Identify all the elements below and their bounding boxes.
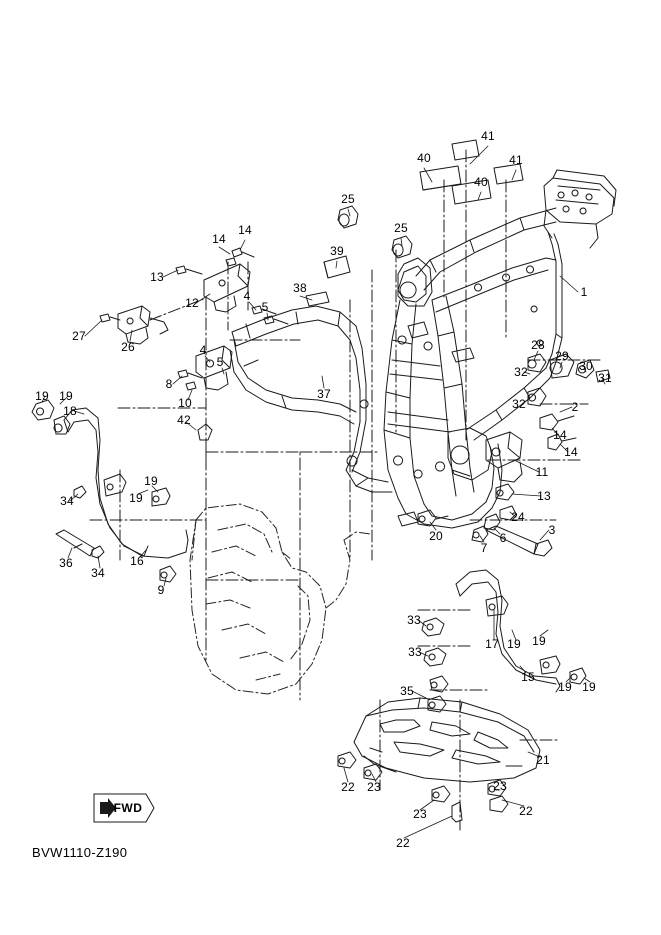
callout-number: 15: [521, 670, 535, 684]
fwd-direction-marker: [94, 794, 154, 822]
callout-number: 2: [571, 400, 579, 414]
fwd-label: FWD: [113, 801, 143, 815]
callout-number: 19: [532, 634, 546, 648]
callout-number: 19: [59, 389, 73, 403]
main-frame-outline: [384, 170, 616, 528]
bolts-14-top: [226, 248, 254, 266]
callout-number: 11: [535, 465, 549, 479]
callout-number: 30: [579, 359, 593, 373]
callout-number: 19: [558, 680, 572, 694]
callout-number: 7: [480, 541, 488, 555]
bracket-26: [100, 306, 168, 344]
callout-number: 19: [582, 680, 596, 694]
callout-number: 25: [394, 221, 408, 235]
callout-number: 23: [413, 807, 427, 821]
callout-number: 20: [429, 529, 443, 543]
callout-number: 31: [598, 371, 612, 385]
callout-number: 22: [341, 780, 355, 794]
callout-number: 9: [157, 583, 165, 597]
callout-number: 41: [509, 153, 523, 167]
callout-number: 4: [199, 343, 207, 357]
callout-number: 14: [212, 232, 226, 246]
callout-number: 14: [238, 223, 252, 237]
callout-number: 19: [144, 474, 158, 488]
bolts-4-5-upper: [252, 306, 288, 324]
callout-number: 32: [514, 365, 528, 379]
callout-number: 19: [507, 637, 521, 651]
bolt-13-top: [176, 266, 202, 274]
callout-number: 39: [330, 244, 344, 258]
callout-number: 18: [63, 404, 77, 418]
callout-number: 5: [261, 300, 269, 314]
callout-number: 16: [130, 554, 144, 568]
right-hardware: [418, 354, 610, 556]
cradle-tubes-37: [230, 306, 392, 492]
callout-number: 33: [408, 645, 422, 659]
callout-number: 8: [165, 377, 173, 391]
callout-number: 19: [129, 491, 143, 505]
callout-number: 40: [474, 175, 488, 189]
plate-39: [324, 256, 350, 278]
callout-number: 6: [499, 531, 507, 545]
callout-number: 23: [367, 780, 381, 794]
engine-phantom: [190, 504, 370, 694]
callout-number: 34: [91, 566, 105, 580]
callout-number: 10: [178, 396, 192, 410]
callout-number: 32: [512, 397, 526, 411]
callout-number: 34: [60, 494, 74, 508]
callout-number: 17: [485, 637, 499, 651]
callout-number: 14: [564, 445, 578, 459]
callout-number: 37: [317, 387, 331, 401]
callout-number: 40: [417, 151, 431, 165]
callout-number: 1: [580, 285, 588, 299]
callout-number: 19: [35, 389, 49, 403]
callout-number: 35: [400, 684, 414, 698]
bracket-12: [204, 264, 250, 312]
callout-number: 13: [150, 270, 164, 284]
callout-number: 27: [72, 329, 86, 343]
frame-pads: [420, 140, 523, 204]
callout-number: 38: [293, 281, 307, 295]
callout-number: 22: [396, 836, 410, 850]
callout-number: 21: [536, 753, 550, 767]
callout-number: 3: [548, 523, 556, 537]
right-guard-bar: [430, 570, 586, 692]
callout-number: 28: [531, 338, 545, 352]
part-code-label: BVW1110-Z190: [32, 845, 128, 860]
left-guard-bar: [32, 400, 188, 582]
callout-number: 36: [59, 556, 73, 570]
callout-number: 13: [537, 489, 551, 503]
callout-number: 33: [407, 613, 421, 627]
callout-number: 42: [177, 413, 191, 427]
callout-number: 26: [121, 340, 135, 354]
callout-number: 12: [185, 296, 199, 310]
callout-number: 5: [216, 355, 224, 369]
callout-number: 25: [341, 192, 355, 206]
callout-number: 23: [493, 779, 507, 793]
callout-number: 4: [243, 289, 251, 303]
part-42: [198, 424, 212, 462]
callout-number: 29: [555, 349, 569, 363]
callout-number: 41: [481, 129, 495, 143]
callout-number: 22: [519, 804, 533, 818]
skid-plate-21: [354, 698, 540, 782]
callout-number: 14: [553, 428, 567, 442]
callout-number: 24: [511, 510, 525, 524]
